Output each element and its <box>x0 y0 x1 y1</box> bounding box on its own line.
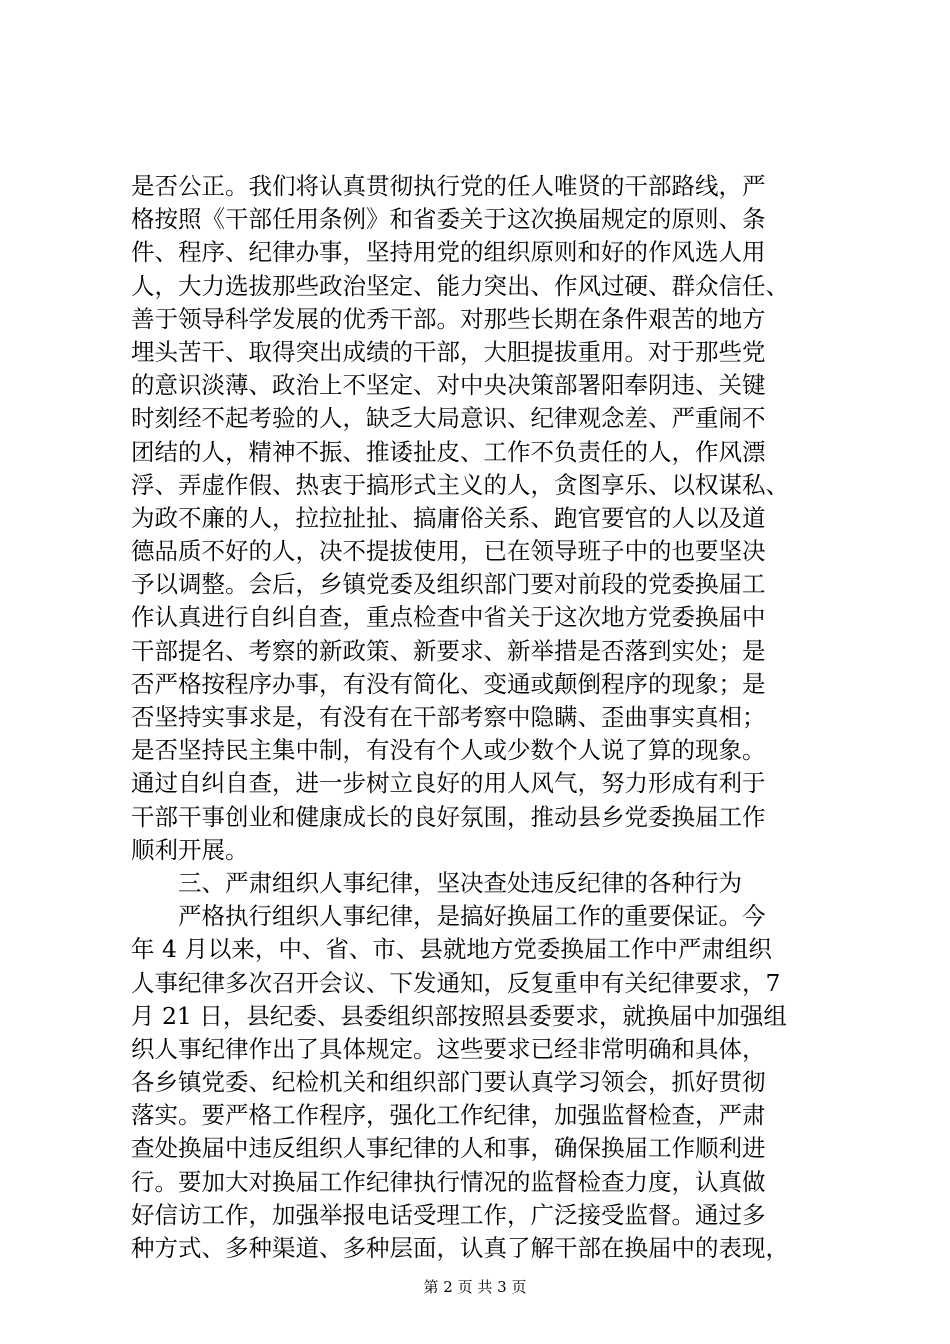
text-line: 三、严肃组织人事纪律，坚决查处违反纪律的各种行为 <box>131 868 742 897</box>
text-line: 年 4 月以来，中、省、市、县就地方党委换届工作中严肃组织 <box>131 935 772 964</box>
text-line: 善于领导科学发展的优秀干部。对那些长期在条件艰苦的地方 <box>131 304 766 333</box>
text-line: 人，大力选拔那些政治坚定、能力突出、作风过硬、群众信任、 <box>131 271 789 300</box>
text-line: 顺利开展。 <box>131 835 249 864</box>
text-line: 浮、弄虚作假、热衷于搞形式主义的人，贪图享乐、以权谋私、 <box>131 470 789 499</box>
text-line: 格按照《干部任用条例》和省委关于这次换届规定的原则、条 <box>131 205 766 234</box>
page-footer <box>0 1276 950 1297</box>
text-line: 否严格按程序办事，有没有简化、变通或颠倒程序的现象；是 <box>131 669 766 698</box>
text-line: 种方式、多种渠道、多种层面，认真了解干部在换届中的表现， <box>131 1234 789 1262</box>
text-line: 严格执行组织人事纪律，是搞好换届工作的重要保证。今 <box>131 902 766 931</box>
text-line: 通过自纠自查，进一步树立良好的用人风气，努力形成有利于 <box>131 769 766 798</box>
page-number-label: 第 2 页 共 3 页 <box>423 1278 527 1296</box>
text-line: 行。要加大对换届工作纪律执行情况的监督检查力度，认真做 <box>131 1167 766 1196</box>
text-line: 查处换届中违反组织人事纪律的人和事，确保换届工作顺利进 <box>131 1134 766 1163</box>
text-line: 织人事纪律作出了具体规定。这些要求已经非常明确和具体， <box>131 1034 766 1063</box>
text-line: 埋头苦干、取得突出成绩的干部，大胆提拔重用。对于那些党 <box>131 337 766 366</box>
text-line: 好信访工作，加强举报电话受理工作，广泛接受监督。通过多 <box>131 1200 766 1229</box>
text-line: 干部提名、考察的新政策、新要求、新举措是否落到实处；是 <box>131 636 766 665</box>
text-line: 予以调整。会后，乡镇党委及组织部门要对前段的党委换届工 <box>131 570 766 599</box>
text-line: 否坚持实事求是，有没有在干部考察中隐瞒、歪曲事实真相； <box>131 703 766 731</box>
text-line: 干部干事创业和健康成长的良好氛围，推动县乡党委换届工作 <box>131 802 766 831</box>
text-line: 德品质不好的人，决不提拔使用，已在领导班子中的也要坚决 <box>131 537 766 566</box>
text-line: 人事纪律多次召开会议、下发通知，反复重申有关纪律要求，7 <box>131 968 781 997</box>
text-line: 是否坚持民主集中制，有没有个人或少数个人说了算的现象。 <box>131 736 766 765</box>
text-line: 是否公正。我们将认真贯彻执行党的任人唯贤的干部路线，严 <box>131 172 766 200</box>
text-line: 月 21 日，县纪委、县委组织部按照县委要求，就换届中加强组 <box>131 1001 787 1030</box>
text-line: 的意识淡薄、政治上不坚定、对中央决策部署阳奉阴违、关键 <box>131 371 766 400</box>
text-line: 各乡镇党委、纪检机关和组织部门要认真学习领会，抓好贯彻 <box>131 1068 766 1097</box>
text-line: 作认真进行自纠自查，重点检查中省关于这次地方党委换届中 <box>131 603 766 632</box>
text-line: 件、程序、纪律办事，坚持用党的组织原则和好的作风选人用 <box>131 238 766 267</box>
text-line: 为政不廉的人，拉拉扯扯、搞庸俗关系、跑官要官的人以及道 <box>131 503 766 532</box>
text-line: 时刻经不起考验的人，缺乏大局意识、纪律观念差、严重闹不 <box>131 404 766 433</box>
text-line: 落实。要严格工作程序，强化工作纪律，加强监督检查，严肃 <box>131 1101 766 1130</box>
text-line: 团结的人，精神不振、推诿扯皮、工作不负责任的人，作风漂 <box>131 437 766 466</box>
document-body <box>131 170 831 1265</box>
